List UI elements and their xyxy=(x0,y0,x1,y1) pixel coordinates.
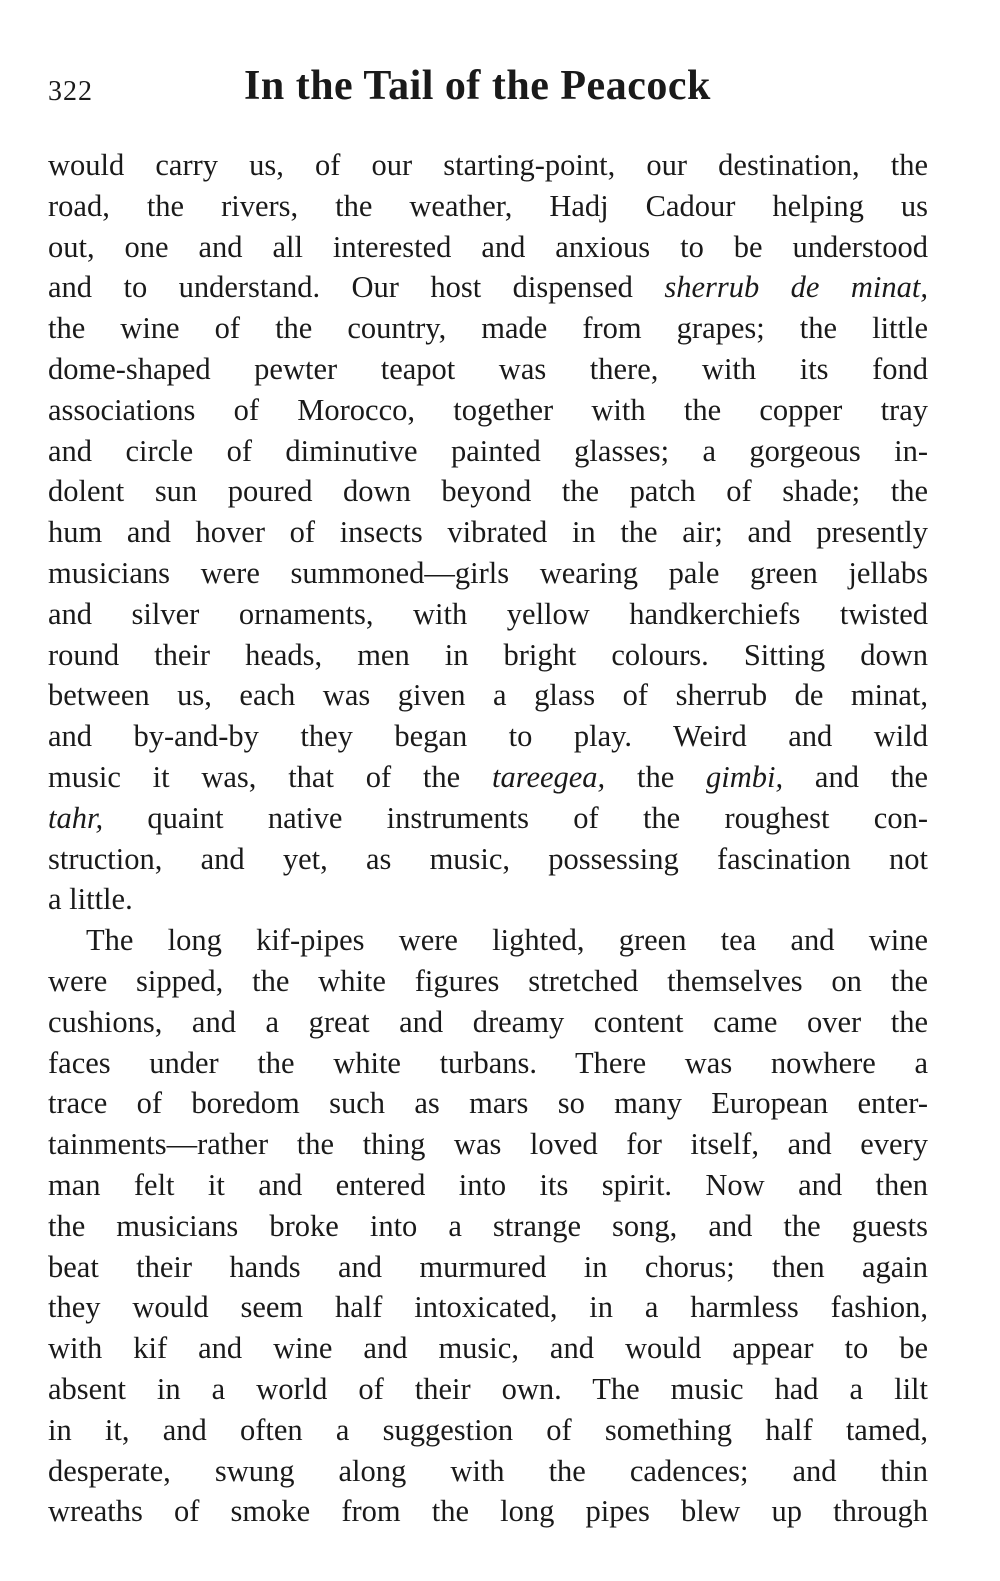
text-line xyxy=(48,553,928,594)
text-segment: the wine of the country, made from grapes; the little xyxy=(48,311,928,346)
text-segment: associations of Morocco, together with the copper tray xyxy=(48,392,928,427)
text-segment: beat their hands and murmured in chorus; then again xyxy=(48,1249,928,1284)
italic-text: gimbi, xyxy=(706,759,784,794)
text-segment: in it, and often a suggestion of something half tamed, xyxy=(48,1412,928,1447)
text-line xyxy=(48,308,928,349)
text-segment: cushions, and a great and dreamy content came over the xyxy=(48,1004,928,1039)
text-segment: with kif and wine and music, and would appear to be xyxy=(48,1331,928,1366)
text-line xyxy=(48,349,928,390)
text-segment: road, the rivers, the weather, Hadj Cadour helping us xyxy=(48,188,928,223)
text-segment: dome-shaped pewter teapot was there, with its fond xyxy=(48,351,928,386)
text-line xyxy=(48,757,928,798)
text-segment: absent in a world of their own. The music had a lilt xyxy=(48,1371,928,1406)
text-segment: the musicians broke into a strange song, and the guests xyxy=(48,1208,928,1243)
text-segment: and to understand. Our host dispensed xyxy=(48,270,665,305)
text-segment: man felt it and entered into its spirit. Now and then xyxy=(48,1167,928,1202)
text-segment: a little. xyxy=(48,882,133,917)
body-text xyxy=(48,145,928,1532)
text-line xyxy=(48,267,928,308)
text-line xyxy=(48,716,928,757)
text-segment: would carry us, of our starting-point, our destination, the xyxy=(48,148,928,182)
text-line xyxy=(48,1328,928,1369)
text-line xyxy=(48,145,928,186)
text-segment: out, one and all interested and anxious to be understood xyxy=(48,229,928,264)
text-line xyxy=(48,879,928,920)
text-line xyxy=(48,471,928,512)
text-line xyxy=(48,1491,928,1532)
text-line xyxy=(48,839,928,880)
text-line xyxy=(48,1165,928,1206)
text-segment: and silver ornaments, with yellow handkerchiefs twisted xyxy=(48,596,928,631)
text-line xyxy=(48,1043,928,1084)
text-segment: hum and hover of insects vibrated in the air; and presently xyxy=(48,515,928,550)
text-line xyxy=(48,961,928,1002)
text-line xyxy=(48,1451,928,1492)
text-segment: music it was, that of the xyxy=(48,759,492,794)
text-segment: struction, and yet, as music, possessing fascination not xyxy=(48,841,928,876)
text-segment: desperate, swung along with the cadences; and thin xyxy=(48,1453,928,1488)
text-line xyxy=(48,512,928,553)
page-header xyxy=(48,58,928,118)
text-segment: The long kif-pipes were lighted, green tea and wine xyxy=(86,923,928,958)
text-line xyxy=(48,390,928,431)
text-line xyxy=(48,1206,928,1247)
text-segment: and the xyxy=(783,759,928,794)
text-segment: quaint native instruments of the roughest con- xyxy=(103,800,928,835)
text-segment: were sipped, the white figures stretched themselves on the xyxy=(48,963,928,998)
italic-text: sherrub de minat, xyxy=(664,270,928,305)
text-segment: tainments—rather the thing was loved for itself, and every xyxy=(48,1127,928,1162)
text-segment: faces under the white turbans. There was nowhere a xyxy=(48,1045,928,1080)
text-line xyxy=(48,1287,928,1328)
text-line xyxy=(48,1002,928,1043)
text-line xyxy=(48,1410,928,1451)
text-segment: the xyxy=(605,759,707,794)
text-segment: between us, each was given a glass of sherrub de minat, xyxy=(48,678,928,713)
text-line xyxy=(48,635,928,676)
text-segment: wreaths of smoke from the long pipes blew up through xyxy=(48,1494,928,1529)
text-line xyxy=(48,594,928,635)
text-segment: and circle of diminutive painted glasses; a gorgeous in- xyxy=(48,433,928,468)
text-segment: musicians were summoned—girls wearing pale green jellabs xyxy=(48,555,928,590)
italic-text: tahr, xyxy=(48,800,104,835)
running-title: In the Tail of the Peacock xyxy=(244,63,711,109)
text-line xyxy=(48,675,928,716)
text-line xyxy=(48,920,928,961)
text-segment: dolent sun poured down beyond the patch of shade; the xyxy=(48,474,928,509)
text-line xyxy=(48,1083,928,1124)
page-number: 322 xyxy=(48,76,93,107)
text-line xyxy=(48,227,928,268)
text-segment: they would seem half intoxicated, in a harmless fashion, xyxy=(48,1290,928,1325)
text-line xyxy=(48,431,928,472)
text-line xyxy=(48,1369,928,1410)
italic-text: tareegea, xyxy=(491,759,606,794)
text-segment: and by-and-by they began to play. Weird and wild xyxy=(48,719,928,754)
text-line xyxy=(48,1124,928,1165)
text-line xyxy=(48,1247,928,1288)
text-line xyxy=(48,186,928,227)
text-segment: round their heads, men in bright colours. Sitting down xyxy=(48,637,928,672)
text-segment: trace of boredom such as mars so many European enter- xyxy=(48,1086,928,1121)
text-line xyxy=(48,798,928,839)
